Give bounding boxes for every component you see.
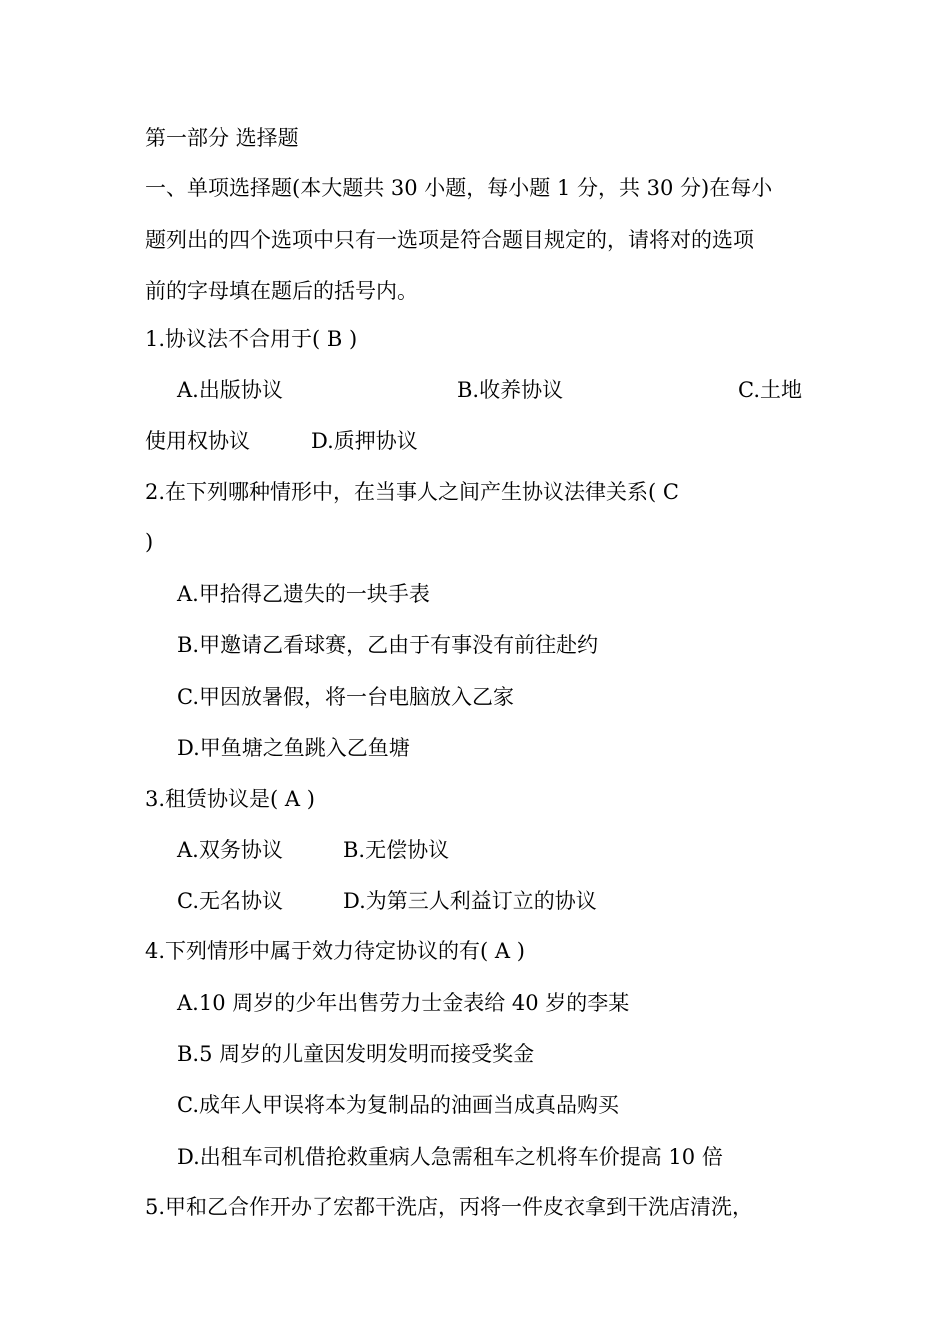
question-1-option-a: A.出版协议 [177,378,283,402]
question-1-stem: 1.协议法不合用于( B ) [145,327,358,351]
question-2-option-b: B.甲邀请乙看球赛，乙由于有事没有前往赴约 [177,633,599,657]
question-2-option-c: C.甲因放暑假，将一台电脑放入乙家 [177,685,514,709]
question-4-option-b: B.5 周岁的儿童因发明发明而接受奖金 [177,1042,535,1066]
question-2-option-a: A.甲拾得乙遗失的一块手表 [177,582,430,606]
question-5-stem: 5.甲和乙合作开办了宏都干洗店，丙将一件皮衣拿到干洗店清洗， [145,1195,754,1219]
question-1-option-b: B.收养协议 [457,378,564,402]
question-3-option-c: C.无名协议 [177,889,283,913]
question-3-option-a: A.双务协议 [177,838,283,862]
question-4-stem: 4.下列情形中属于效力待定协议的有( A ) [145,939,525,963]
question-3-stem: 3.租赁协议是( A ) [145,787,315,811]
question-1-option-c: C.土地 [738,378,802,402]
question-3-option-d: D.为第三人利益订立的协议 [343,889,597,913]
instruction-line-3: 前的字母填在题后的括号内。 [145,279,418,303]
question-4-option-a: A.10 周岁的少年出售劳力士金表给 40 岁的李某 [177,991,630,1015]
question-1-option-c-cont: 使用权协议 [145,429,250,453]
instruction-line-2: 题列出的四个选项中只有一选项是符合题目规定的，请将对的选项 [145,228,754,252]
question-2-option-d: D.甲鱼塘之鱼跳入乙鱼塘 [177,736,410,760]
question-3-option-b: B.无偿协议 [343,838,450,862]
question-4-option-c: C.成年人甲误将本为复制品的油画当成真品购买 [177,1093,619,1117]
question-2-stem: 2.在下列哪种情形中，在当事人之间产生协议法律关系( C [145,480,679,504]
section-title: 第一部分 选择题 [145,126,299,150]
question-4-option-d: D.出租车司机借抢救重病人急需租车之机将车价提高 10 倍 [177,1145,723,1169]
instruction-line-1: 一、单项选择题(本大题共 30 小题，每小题 1 分，共 30 分)在每小 [145,176,773,200]
question-1-option-d: D.质押协议 [311,429,418,453]
question-2-stem-cont: ) [145,530,154,554]
